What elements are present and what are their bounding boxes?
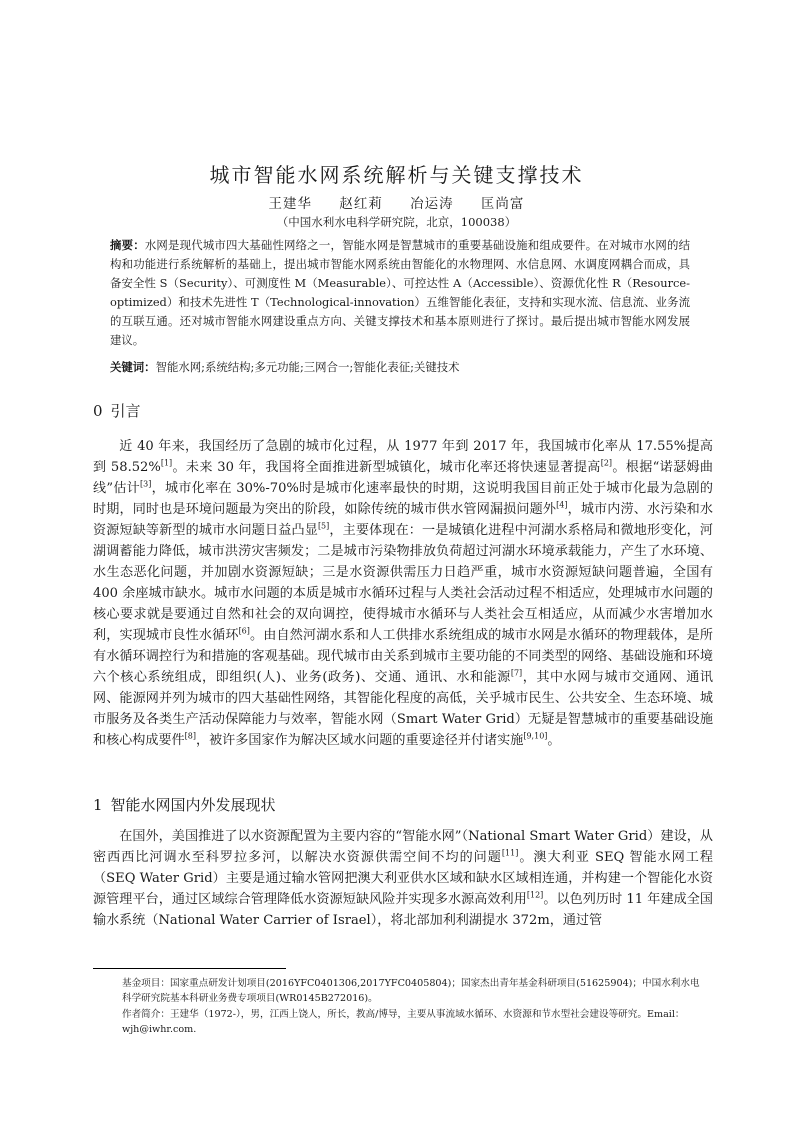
section-number: 0 [93,402,103,420]
author-name: 匡尚富 [480,196,525,212]
abstract [110,236,690,350]
section-title: 智能水网国内外发展现状 [110,796,276,814]
paper-title: 城市智能水网系统解析与关键支撑技术 [209,163,584,188]
section-heading-intro [93,400,141,421]
body-text: 。澳大利亚 SEQ 智能水网工程（SEQ Water Grid）主要是通过输水管网把澳大利亚供水区域和缺水区域相连通，并构建一个智能化水资源管理平台，通过区域综合管理降低水资源短缺风险并实现多水源高效利用 [93,850,714,907]
author-name: 王建华 [268,196,313,212]
author-list [0,192,793,212]
body-text: 。未来 30 年，我国将全面推进新型城镇化，城市化率还将快速显著提高 [172,460,601,475]
body-text: ，城市化率在 30%-70%时是城市化速率最快的时期，这说明我国目前正处于城市化最为急剧的时期，同时也是环境问题最为突出的阶段，如除传统的城市供水管网漏损问题外 [93,481,713,517]
author-name: 赵红莉 [339,196,383,212]
body-text: 。以色列历时 11 年建成全国输水系统（National Water Carrier of Israel），将北部加利利湖提水 372m，通过管 [93,892,713,928]
citation: [7] [510,668,523,678]
body-text: ，主要体现在：一是城镇化进程中河湖水系格局和微地形变化，河湖调蓄能力降低，城市洪涝灾害频发；二是城市污染物排放负荷超过河湖水环境承载能力，产生了水环境、水生态恶化问题，并加剧水资源短缺；三是水资源供需压力日趋严重，城市水资源短缺问题普遍，全国有 400 余座城市缺水。城市水问题的本质是城市水循环过程与人类社会活动过程不相适应，处理城市水问题的核心要求就是要通过自然和社会的双向调控，使得城市水循环与人类社会互相适应，从而减少水害增加水利，实现城市良性水循环 [93,523,713,643]
section-title: 引言 [110,402,141,420]
citation: [5] [317,521,330,531]
body-text: 。根据“诺瑟姆曲线”估计 [93,460,714,496]
status-paragraph [93,826,713,931]
author-name: 冶运涛 [410,196,454,212]
citation: [3] [140,479,152,489]
citation: [6] [238,626,250,636]
footnote-author-intro: 作者简介：王建华（1972-），男，江西上饶人，所长，教高/博导，主要从事流域水循环、水资源和节水型社会建设等研究。Email：wjh@iwhr.com. [122,1009,685,1035]
body-text: 。 [547,733,561,748]
citation: [4] [556,500,568,510]
keywords [110,358,690,377]
body-text: ，被许多国家作为解决区域水问题的重要途径并付诸实施 [196,733,524,748]
citation: [9,10] [523,731,548,741]
section-heading-status [93,794,276,815]
intro-paragraph [93,436,713,751]
body-text: ，城市内涝、水污染和水资源短缺等新型的城市水问题日益凸显 [93,502,714,538]
citation: [11] [501,848,519,858]
body-text: 。由自然河湖水系和人工供排水系统组成的城市水网是水循环的物理载体，是所有水循环调控行为和措施的客观基础。现代城市由关系到城市主要功能的不同类型的网络、基础设施和环境六个核心系统组成，即组织(人)、业务(政务)、交通、通讯、水和能源 [93,628,714,685]
citation: [8] [184,731,196,741]
body-text: ，其中水网与城市交通网、通讯网、能源网并列为城市的四大基础性网络，其智能化程度的高低，关乎城市民生、公共安全、生态环境、城市服务及各类生产活动保障能力与效率，智能水网（Smart Water Grid）无疑是智慧城市的重要基础设施和核心构成要件 [93,670,714,748]
body-text: 在国外，美国推进了以水资源配置为主要内容的“智能水网”（National Smart Water Grid）建设，从密西西比河调水至科罗拉多河，以解决水资源供需空间不均的问题 [93,829,713,865]
citation: [1] [160,458,173,468]
abstract-text: 水网是现代城市四大基础性网络之一，智能水网是智慧城市的重要基础设施和组成要件。在对城市水网的结构和功能进行系统解析的基础上，提出城市智能水网系统由智能化的水物理网、水信息网、水调度网耦合而成，具备安全性 S（Security）、可测度性 M（Measurable）、可控达性 A（Accessible）、资源优化性 R（Resource-optimized）和技术先进性 T（Technological-innovation）五维智能化表征，支持和实现水流、信息流、业务流的互联互通。还对城市智能水网建设重点方向、关键支撑技术和基本原则进行了探讨。最后提出城市智能水网发展建议。 [110,238,690,347]
keywords-text: 智能水网;系统结构;多元功能;三网合一;智能化表征;关键技术 [155,360,460,374]
citation: [2] [600,458,613,468]
footnote-divider [93,968,286,969]
affiliation: （中国水利水电科学研究院，北京，100038） [276,215,517,229]
keywords-label: 关键词： [110,360,156,374]
abstract-label: 摘要： [110,238,145,252]
citation: [12] [526,890,544,900]
section-number: 1 [93,796,103,814]
footnote-funding: 基金项目：国家重点研发计划项目(2016YFC0401306,2017YFC0405804)；国家杰出青年基金科研项目(51625904)；中国水利水电科学研究院基本科研业务费专项项目(WR0145B272016)。 [122,978,700,1004]
body-text: 近 40 年来，我国经历了急剧的城市化过程，从 1977 年到 2017 年，我国城市化率从 17.55%提高到 58.52% [93,439,713,475]
